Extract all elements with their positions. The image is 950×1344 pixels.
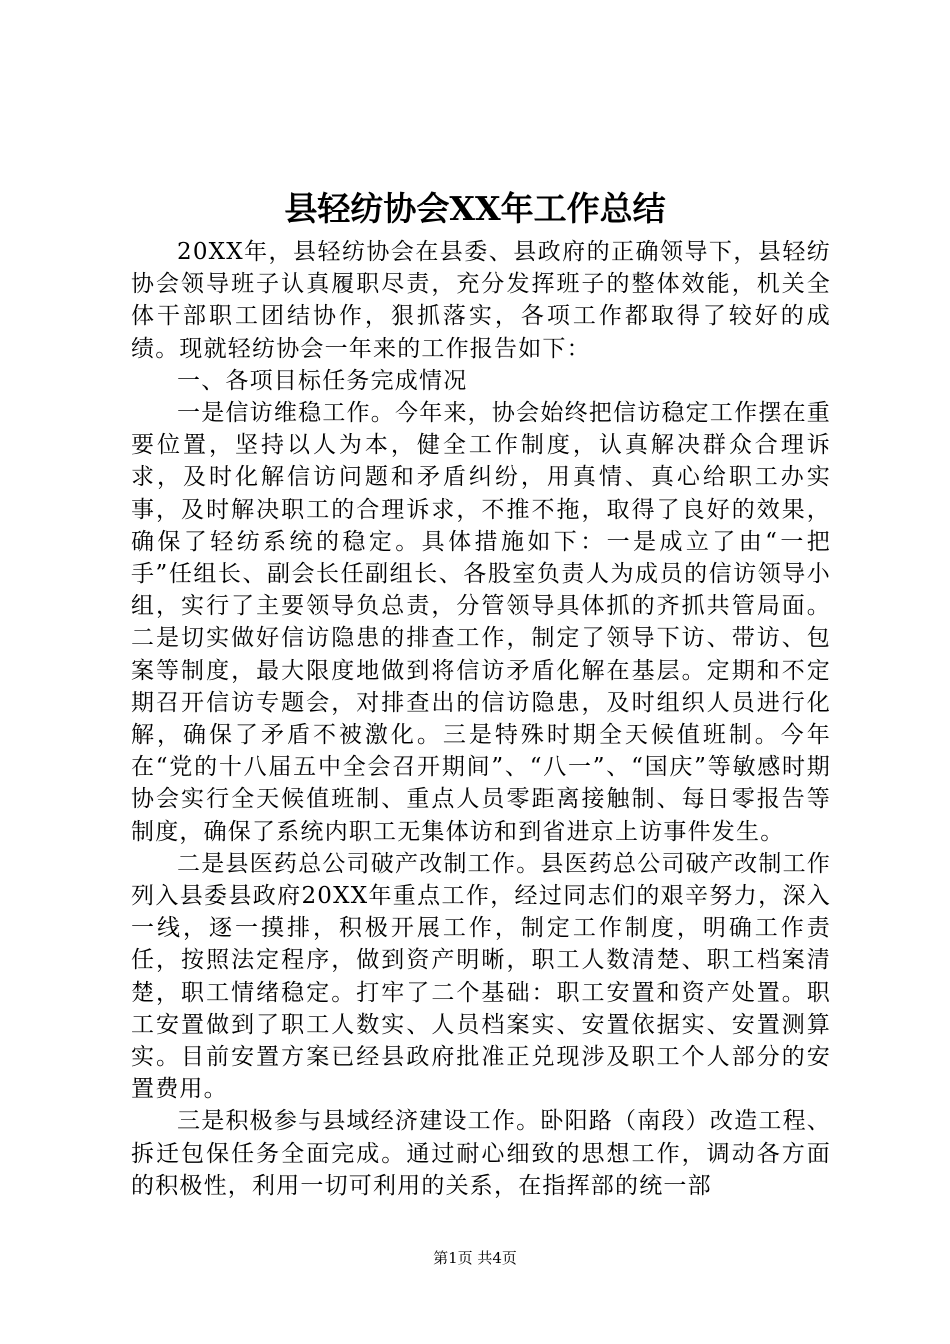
- paragraph-petition-stability: 一是信访维稳工作。今年来，协会始终把信访稳定工作摆在重要位置，坚持以人为本，健全工作制度，认真解决群众合理诉求，及时化解信访问题和矛盾纠纷，用真情、真心给职工办实事，及时解决职工的合理诉求，不推不拖，取得了良好的效果，确保了轻纺系统的稳定。具体措施如下：一是成立了由“一把手”任组长、副会长任副组长、各股室负责人为成员的信访领导小组，实行了主要领导负总责，分管领导具体抓的齐抓共管局面。二是切实做好信访隐患的排查工作，制定了领导下访、带访、包案等制度，最大限度地做到将信访矛盾化解在基层。定期和不定期召开信访专题会，对排查出的信访隐患，及时组织人员进行化解，确保了矛盾不被激化。三是特殊时期全天候值班制。今年在“党的十八届五中全会召开期间”、“八一”、“国庆”等敏感时期协会实行全天候值班制、重点人员零距离接触制、每日零报告等制度，确保了系统内职工无集体访和到省进京上访事件发生。: [131, 400, 831, 845]
- paragraph-economic-construction: 三是积极参与县域经济建设工作。卧阳路（南段）改造工程、拆迁包保任务全面完成。通过耐心细致的思想工作，调动各方面的积极性，利用一切可利用的关系，在指挥部的统一部: [131, 1108, 831, 1199]
- paragraph-intro: 20XX年，县轻纺协会在县委、县政府的正确领导下，县轻纺协会领导班子认真履职尽责，充分发挥班子的整体效能，机关全体干部职工团结协作，狠抓落实，各项工作都取得了较好的成绩。现就轻纺协会一年来的工作报告如下：: [131, 239, 831, 362]
- document-title: 县轻纺协会XX年工作总结: [284, 189, 666, 228]
- document-body: [131, 236, 831, 1202]
- section-heading: 一、各项目标任务完成情况: [177, 367, 468, 394]
- page-footer: 第1页 共4页: [433, 1249, 517, 1267]
- paragraph-pharma-restructuring: 二是县医药总公司破产改制工作。县医药总公司破产改制工作列入县委县政府20XX年重点工作，经过同志们的艰辛努力，深入一线，逐一摸排，积极开展工作，制定工作制度，明确工作责任，按照法定程序，做到资产明晰，职工人数清楚、职工档案清楚，职工情绪稳定。打牢了二个基础：职工安置和资产处置。职工安置做到了职工人数实、人员档案实、安置依据实、安置测算实。目前安置方案已经县政府批准正兑现涉及职工个人部分的安置费用。: [131, 850, 831, 1103]
